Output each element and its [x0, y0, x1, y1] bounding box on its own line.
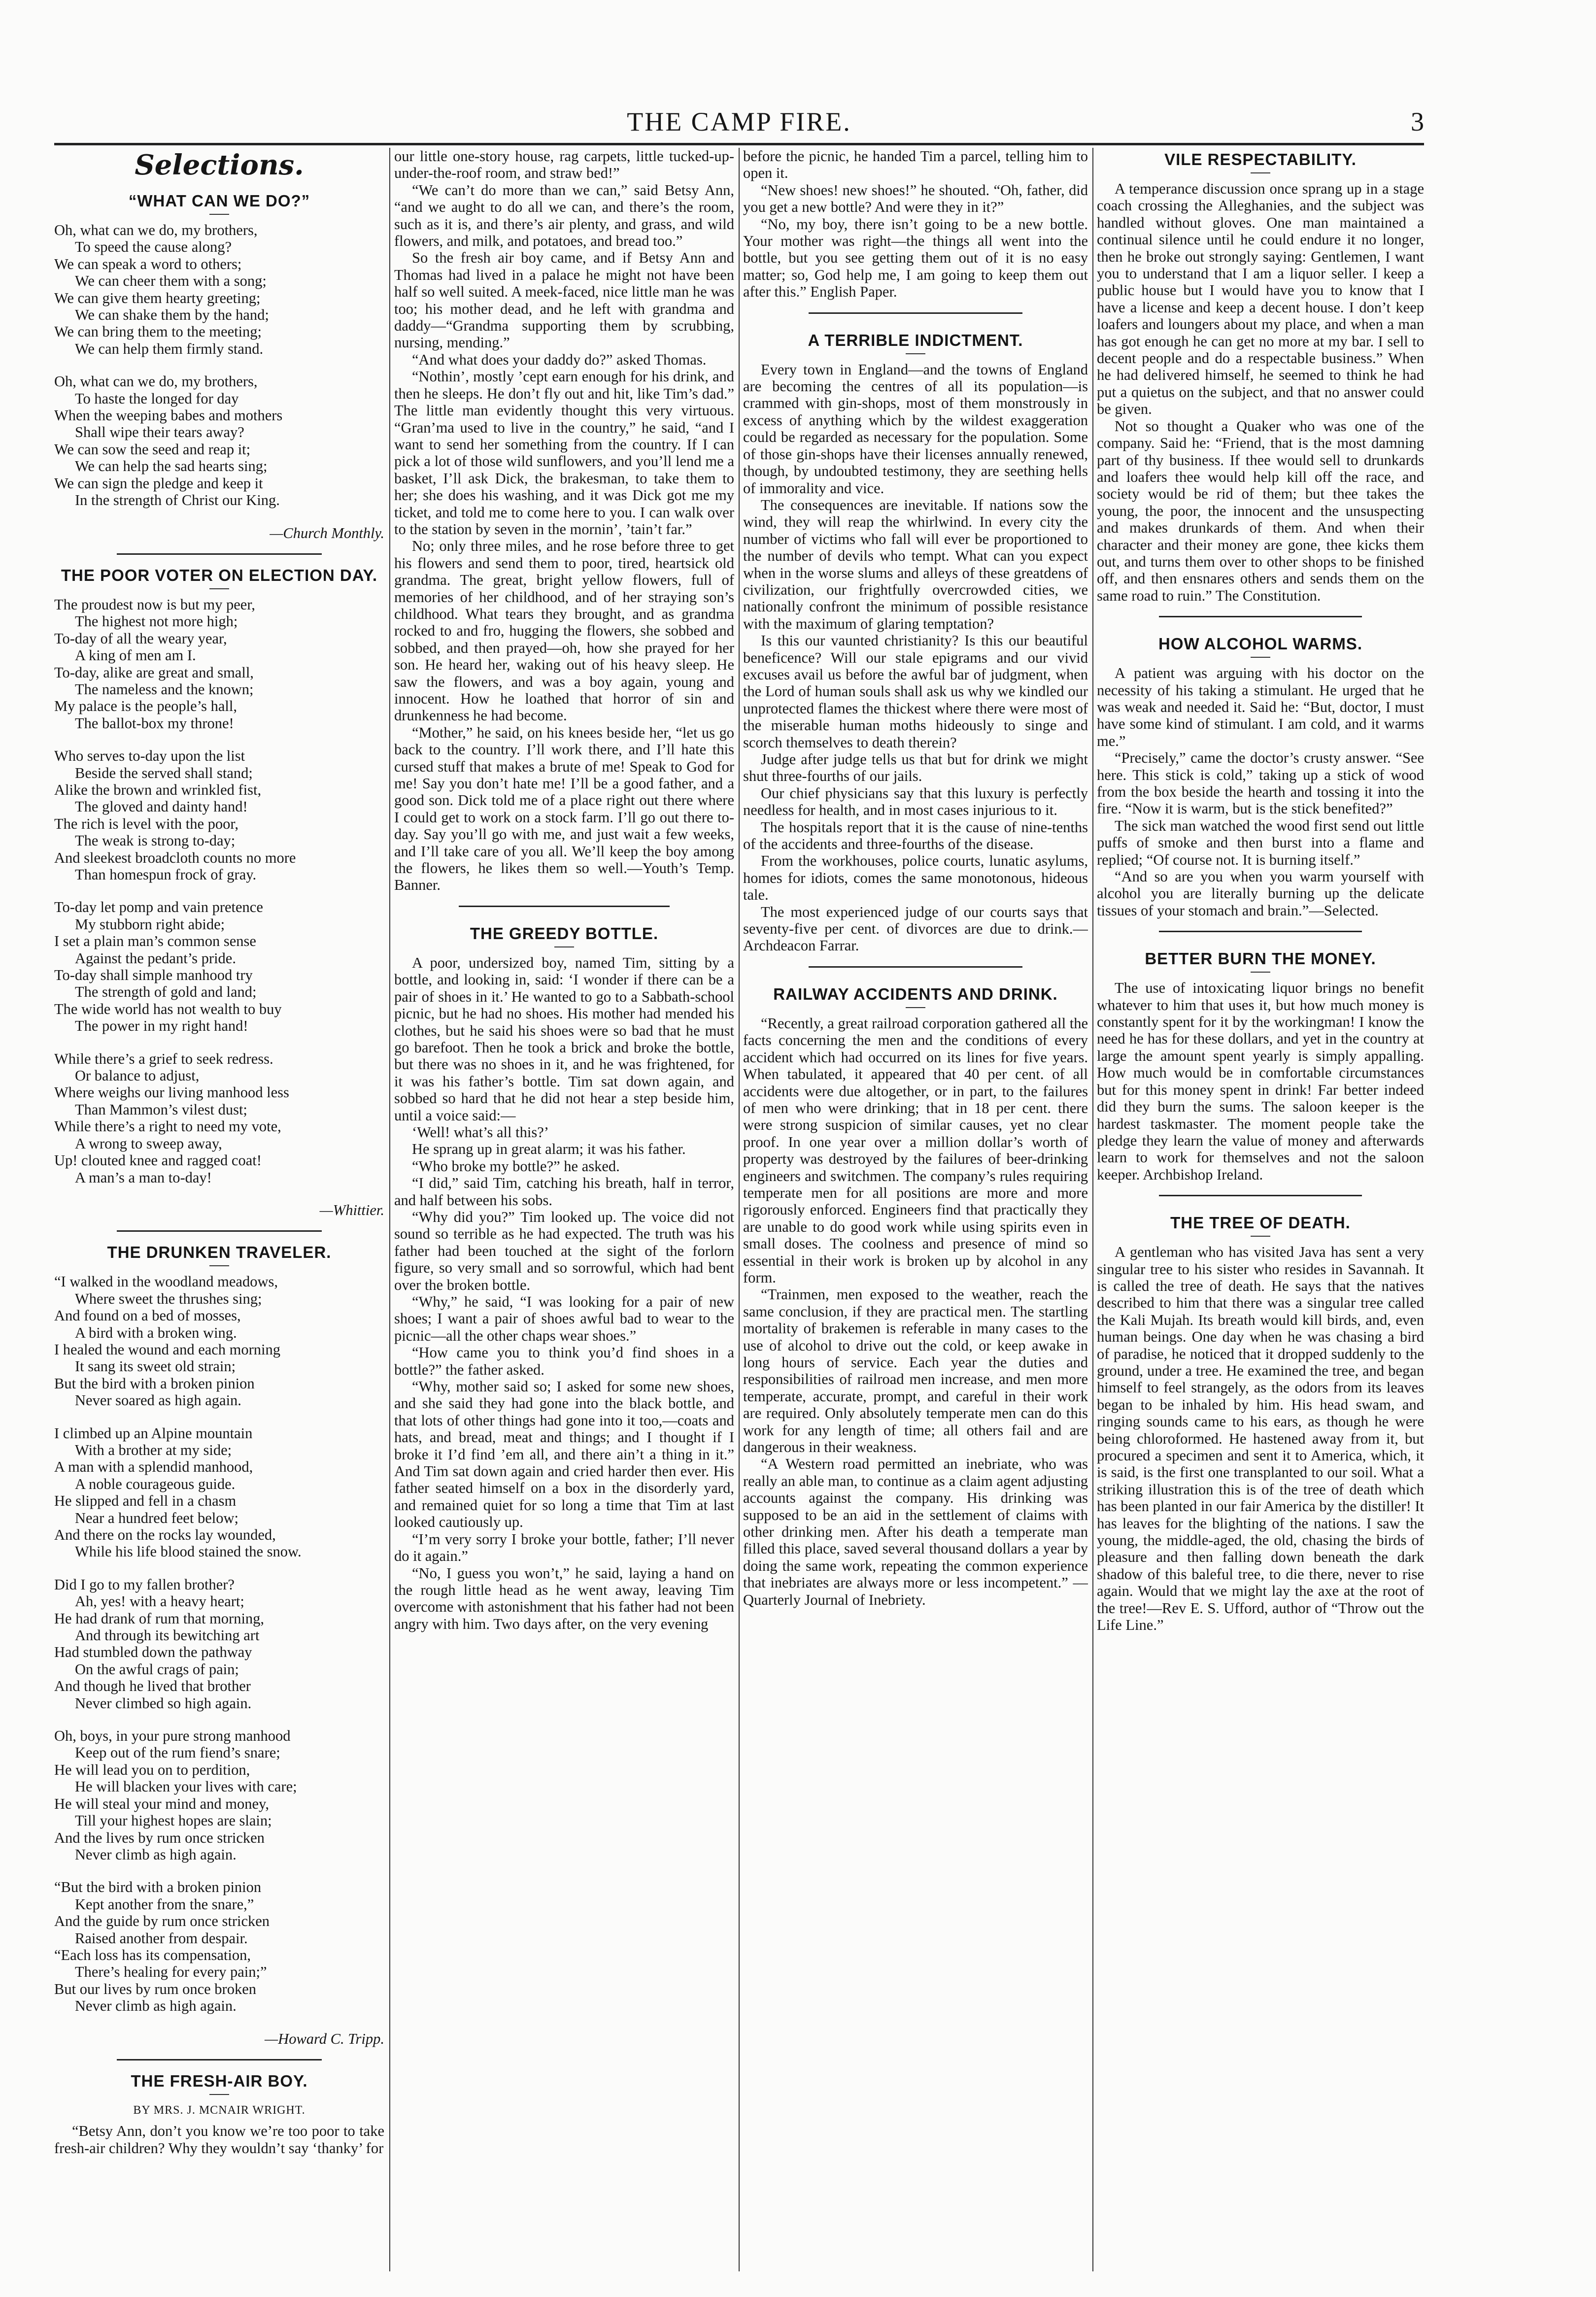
poem-line: We can cheer them with a song; [75, 272, 267, 290]
article-body [743, 148, 1088, 301]
poem-line: My palace is the people’s hall, [54, 698, 237, 715]
poem-line: And found on a bed of mosses, [54, 1307, 241, 1324]
poem-line: Never soared as high again. [75, 1392, 241, 1409]
poem-line: The nameless and the known; [75, 680, 254, 698]
poem-line: We can give them hearty greeting; [54, 289, 261, 306]
stanza [54, 1879, 384, 2014]
poem-line: The highest not more high; [75, 613, 238, 630]
divider [117, 2059, 321, 2061]
stanza [54, 1576, 384, 1712]
stanza [54, 1273, 384, 1409]
paragraph: before the picnic, he handed Tim a parcel, telling him to open it. [743, 148, 1088, 182]
column-4 [1097, 148, 1424, 2271]
poem-line: “I walked in the woodland meadows, [54, 1273, 278, 1290]
poem-line: And though he lived that brother [54, 1678, 251, 1695]
paragraph: “Precisely,” came the doctor’s crusty answer. “See here. This stick is cold,” taking up a stick of wood from the box beside the hearth and tossing it into the fire. “Now it is warm, but is the stick benefited?” [1097, 749, 1424, 817]
article-title: VILE RESPECTABILITY. [1164, 150, 1357, 169]
poem-body [54, 596, 384, 1186]
poem-line: The gloved and dainty hand! [75, 798, 248, 815]
poem-line: Near a hundred feet below; [75, 1509, 238, 1526]
poem-line: The weak is strong to-day; [75, 832, 236, 849]
poem-line: Keep out of the rum fiend’s snare; [75, 1744, 280, 1761]
article-title: A TERRIBLE INDICTMENT. [808, 331, 1023, 349]
poem-line: Than homespun frock of gray. [75, 866, 257, 883]
poem-line: A man’s a man to-day! [75, 1169, 212, 1186]
poem-line: While his life blood stained the snow. [75, 1543, 302, 1560]
poem-line: A wrong to sweep away, [75, 1135, 222, 1152]
poem-line: With a brother at my side; [75, 1441, 232, 1458]
paragraph: our little one-story house, rag carpets, little tucked-up-under-the-roof room, and straw bed!” [394, 148, 734, 182]
divider [459, 906, 670, 907]
paragraph: Every town in England—and the towns of England are becoming the centres of all its population—is crammed with gin-shops, most of them monstrously in excess of anything which by the wildest exaggeration could be regarded as necessary for the population. Some of those gin-shops have their licenses annually renewed, though, by undoubted testimony, they are seething hells of immorality and vice. [743, 361, 1088, 497]
poem-line: To-day of all the weary year, [54, 630, 227, 647]
poem-line: Did I go to my fallen brother? [54, 1576, 235, 1593]
poem-line: He had drank of rum that morning, [54, 1610, 265, 1627]
column-divider [389, 148, 390, 2271]
paragraph: Our chief physicians say that this luxury is perfectly needless for health, and in most cases injurious to it. [743, 784, 1088, 819]
poem-line: Kept another from the snare,” [75, 1895, 254, 1913]
poem-line: We can speak a word to others; [54, 255, 242, 272]
poem-line: In the strength of Christ our King. [75, 492, 280, 509]
paragraph: “We can’t do more than we can,” said Betsy Ann, “and we aught to do all we can, and there’s the room, such as it is, and there’s air plenty, and grass, and wild flowers, and milk, and potatoes, and bread too.” [394, 181, 734, 250]
paragraph: “Nothin’, mostly ’cept earn enough for his drink, and then he sleeps. He don’t fly out and hit, like Tim’s dad.” The little man evidently thought this very virtuous. “Gran’ma used to live in the country,” he said, “and I want to send her something from the country. If I can pick a lot of those wild sunflowers, and you’ll lend me a basket, I’ll ask Dick, the brakesman, to take them to her; she does his washing, and it was Dick got me my ticket, and told me to come here to you. I can walk over to the station by seven in the mornin’, ’tain’t far.” [394, 368, 734, 538]
article-title: BETTER BURN THE MONEY. [1145, 949, 1376, 968]
paragraph: The consequences are inevitable. If nations sow the wind, they will reap the whirlwind. In every city the number of victims who fall will ever be proportioned to the number of devils who tempt. What can you expect when in the worse slums and alleys of these greatdens of civilization, our frightfully overcrowded cities, we nationally confront the minimum of possible resistance with the maximum of glaring temptation? [743, 496, 1088, 632]
divider [1159, 931, 1362, 932]
poem-line: Never climb as high again. [75, 1846, 237, 1863]
poem-line: And the lives by rum once stricken [54, 1829, 265, 1846]
poem-line: A man with a splendid manhood, [54, 1458, 253, 1476]
poem-line: He will steal your mind and money, [54, 1795, 269, 1812]
poem-line: The proudest now is but my peer, [54, 596, 255, 613]
section-title: Selections. [135, 149, 304, 181]
poem-line: “Each loss has its compensation, [54, 1946, 251, 1963]
paragraph: A gentleman who has visited Java has sent a very singular tree to his sister who resides in Savannah. It is called the tree of death. He says that the natives described to him that there was a singular tree called the Kali Mujah. Its breath would kill birds, and, even human beings. One day when he was chasing a bird of paradise, he noticed that it dropped suddenly to the ground, under a tree. He examined the tree, and began himself to feel strangely, as the odors from its leaves began to be inhaled by him. His head swam, and ringing sounds came to his ears, as though he were being chloroformed. He hastened away from it, but procured a specimen and sent it to America, which, it is said, is the first one transplanted to our soil. What a striking illustration this is of the tree of death which has been planted in our fair America by the distiller! It has leaves for the blighting of the nations. I saw the young, the middle-aged, the old, chasing the birds of pleasure and then falling down beneath the dark shadow of this baleful tree, to die there, never to rise again. Would that we might lay the axe at the root of the tree!—Rev E. S. Ufford, author of “Throw out the Life Line.” [1097, 1244, 1424, 1634]
poem-line: Ah, yes! with a heavy heart; [75, 1593, 244, 1610]
poem-line: While there’s a grief to seek redress. [54, 1050, 273, 1067]
poem-line: He slipped and fell in a chasm [54, 1492, 237, 1510]
paragraph: He sprang up in great alarm; it was his father. [412, 1141, 686, 1158]
divider [906, 353, 925, 354]
article-body [1097, 665, 1424, 919]
poem-line: It sang its sweet old strain; [75, 1358, 236, 1375]
poem-title: “WHAT CAN WE DO?” [128, 192, 310, 210]
poem-line: I healed the wound and each morning [54, 1341, 281, 1358]
poem-line: My stubborn right abide; [75, 915, 225, 933]
paragraph: The most experienced judge of our courts says that seventy-five per cent. of divorces are due to drink.—Archdeacon Farrar. [743, 903, 1088, 954]
poem-line: Raised another from despair. [75, 1929, 248, 1947]
article-title: HOW ALCOHOL WARMS. [1158, 635, 1362, 653]
poem-line: We can sign the pledge and keep it [54, 474, 263, 492]
poem-line: The strength of gold and land; [75, 983, 257, 1001]
divider [209, 588, 229, 589]
poem-line: Never climb as high again. [75, 1997, 237, 2015]
divider [809, 966, 1022, 968]
article-body [1097, 980, 1424, 1183]
poem-line: Beside the served shall stand; [75, 764, 253, 781]
paragraph: “I did,” said Tim, catching his breath, half in terror, and half between his sobs. [394, 1175, 734, 1209]
poem-line: To-day shall simple manhood try [54, 967, 253, 984]
poem-line: To speed the cause along? [75, 238, 232, 256]
poem-line: Never climbed so high again. [75, 1694, 252, 1712]
newspaper-title: THE CAMP FIRE. [627, 107, 851, 136]
poem-line: A bird with a broken wing. [75, 1324, 237, 1341]
poem-line: On the awful crags of pain; [75, 1660, 239, 1678]
poem-line: He will lead you on to perdition, [54, 1761, 250, 1778]
paragraph: A patient was arguing with his doctor on the necessity of his taking a stimulant. He urged that he was weak and needed it. Said he: “But, doctor, I must have some kind of stimulant. I am cold, and it warms me.” [1097, 665, 1424, 749]
divider [1251, 1236, 1270, 1237]
poem-line: Than Mammon’s vilest dust; [75, 1101, 247, 1118]
paragraph: “Betsy Ann, don’t you know we’re too poor to take fresh-air children? Why they wouldn’t say ‘thanky’ for [54, 2123, 384, 2157]
poem-line: Oh, what can we do, my brothers, [54, 373, 258, 390]
column-2 [394, 148, 734, 2271]
poem-line: Up! clouted knee and ragged coat! [54, 1152, 262, 1169]
paragraph: Judge after judge tells us that but for drink we might shut three-fourths of our jails. [743, 751, 1088, 785]
divider [117, 1230, 321, 1232]
paragraph: “Why, mother said so; I asked for some new shoes, and she said they had gone into the black bottle, and that lots of other things had gone into it too,—coats and hats, and bread, meat and things; and I thought if I broke it I’d find ’em all, and there ain’t a thing in it.” And Tim sat down again and cried harder then ever. His father seated himself on a box in the disorderly yard, and remained quiet for so long a time that Tim at last looked cautiously up. [394, 1378, 734, 1531]
poem-line: The power in my right hand! [75, 1017, 248, 1035]
header-rule [54, 143, 1424, 145]
poem-line: When the weeping babes and mothers [54, 407, 283, 424]
divider [1159, 1195, 1362, 1196]
poem-line: And sleekest broadcloth counts no more [54, 849, 296, 866]
poem-line: While there’s a right to need my vote, [54, 1118, 281, 1135]
paragraph: “Recently, a great railroad corporation gathered all the facts concerning the men and the conditions of every accident which had occurred on its lines for five years. When tabulated, it appeared that 40 per cent. of all accidents were due altogether, or in part, to the failures of men who were drinking; that in 18 per cent. there were strong suspicion of similar causes, yet no clear proof. In one year over a million dollar’s worth of property was destroyed by the failures of beer-drinking engineers and switchmen. The company’s rules requiring temperate men for all positions are more and more rigorously enforced. Engineers find that practically they are unable to do good work while using spirits even in small doses. The coolness and presence of mind so essential in their work is broken up by alcohol in any form. [743, 1014, 1088, 1286]
divider [906, 1007, 925, 1008]
article-title: THE FRESH-AIR BOY. [131, 2071, 308, 2090]
poem-line: Oh, boys, in your pure strong manhood [54, 1727, 291, 1745]
poem-line: “But the bird with a broken pinion [54, 1879, 262, 1896]
poem-title: THE DRUNKEN TRAVELER. [107, 1243, 332, 1262]
article-body [1097, 180, 1424, 604]
poem-line: A noble courageous guide. [75, 1475, 236, 1492]
poem-line: Against the pedant’s pride. [75, 949, 236, 967]
paragraph: A poor, undersized boy, named Tim, sitting by a bottle, and looking in, said: ‘I wonder if there can be a pair of shoes in it.’ He wanted to go to a Sabbath-school picnic, but he had no shoes. His mother had mended his clothes, but he said his shoes were so bad that he must go barefoot. Then he took a brick and broke the bottle, but there was no shoes in it, and he was frightened, for it was his father’s bottle. Tim sat down again, and sobbed so hard that he did not hear a step beside him, until a voice said:— [394, 954, 734, 1124]
stanza [54, 373, 384, 508]
poem-line: To haste the longed for day [75, 390, 239, 407]
attribution: —Whittier. [319, 1201, 384, 1218]
poem-line: A king of men am I. [75, 647, 196, 664]
attribution: —Howard C. Tripp. [265, 2030, 384, 2047]
paragraph: The hospitals report that it is the cause of nine-tenths of the accidents and three-fourths of the disease. [743, 818, 1088, 853]
paragraph: “Who broke my bottle?” he asked. [412, 1157, 620, 1175]
poem-line: And the guide by rum once stricken [54, 1913, 270, 1930]
poem-line: The wide world has not wealth to buy [54, 1000, 282, 1017]
paragraph: No; only three miles, and he rose before three to get his flowers and send them to poor, tired, heartsick old grandma. The great, bright yellow flowers, full of memories of her childhood, and of her straying son’s childhood. What tears they brought, and as grandma rocked to and fro, hugging the flowers, she sobbed and sobbed, and then prayed—oh, how she prayed for her son. He heard her, waking out of his heavy sleep. He saw the flowers, and was a boy again, young and innocent. How he loathed that horror of sin and drunkenness he had become. [394, 538, 734, 724]
poem-line: We can shake them by the hand; [75, 306, 269, 324]
poem-line: Shall wipe their tears away? [75, 424, 244, 441]
article-body [394, 954, 734, 1632]
poem-line: We can help the sad hearts sing; [75, 458, 268, 475]
paragraph: From the workhouses, police courts, lunatic asylums, homes for idiots, comes the same monotonous, hideous tale. [743, 852, 1088, 904]
divider [209, 2094, 229, 2095]
stanza [54, 222, 384, 357]
poem-line: I set a plain man’s common sense [54, 933, 256, 950]
stanza [54, 1425, 384, 1560]
column-divider [1092, 148, 1093, 2271]
paragraph: “Why,” he said, “I was looking for a pair of new shoes; I want a pair of shoes awful bad to wear to the picnic—all the other chaps wear shoes.” [394, 1293, 734, 1344]
poem-line: We can help them firmly stand. [75, 340, 264, 357]
poem-line: We can sow the seed and reap it; [54, 440, 251, 458]
paragraph: “New shoes! new shoes!” he shouted. “Oh, father, did you get a new bottle? And were they in it?” [743, 181, 1088, 216]
poem-line: Till your highest hopes are slain; [75, 1812, 272, 1829]
divider [209, 214, 229, 215]
paragraph: “Mother,” he said, on his knees beside her, “let us go back to the country. I’ll work there, and I’ll hate this cursed stuff that makes a brute of me! Speak to God for me! Say you don’t hate me! I’ll be a good father, and a good son. Dick told me of a place right out there where I could get to work on a stock farm. I’ll go out there to-day. Say you’ll go with me, and just wait a few weeks, and I’ll take care of you all. We’ll keep the boy among the flowers, he likes them so well.—Youth’s Temp. Banner. [394, 724, 734, 894]
poem-line: Had stumbled down the pathway [54, 1644, 252, 1661]
paragraph: “A Western road permitted an inebriate, who was really an able man, to continue as a claim agent adjusting accounts against the company. His drinking was supposed to be an aid in the settlement of claims with other drinking men. After his death a temperate man filled this place, saved several thousand dollars a year by doing the same work, repeating the common experience that inebriates are always more or less incompetent.” —Quarterly Journal of Inebriety. [743, 1455, 1088, 1608]
page-number: 3 [1411, 107, 1424, 136]
divider [1251, 972, 1270, 973]
byline: BY MRS. J. MCNAIR WRIGHT. [133, 2103, 306, 2117]
paragraph: So the fresh air boy came, and if Betsy Ann and Thomas had lived in a palace he might not have been half so well suited. A meek-faced, nice little man he was too; his mother dead, and he left with grandma and daddy—“Grandma supporting them by scrubbing, nursing, mending.” [394, 249, 734, 351]
poem-body [54, 1273, 384, 2014]
poem-line: And through its bewitching art [75, 1627, 260, 1644]
article-body [54, 2123, 384, 2157]
poem-line: Oh, what can we do, my brothers, [54, 222, 258, 238]
divider [554, 946, 574, 947]
paragraph: The use of intoxicating liquor brings no benefit whatever to him that uses it, but how much money is constantly spent for it by the workingman! I know the need he has for these dollars, and yet in the country at large the amount spent yearly is simply appalling. How much would be in comfortable circumstances but for this money spent in drink! Far better indeed did they burn the sums. The saloon keeper is the hardest taskmaster. The moment people take the pledge they learn the value of money and afterwards learn to work for themselves and not the saloon keeper. Archbishop Ireland. [1097, 980, 1424, 1183]
poem-line: But the bird with a broken pinion [54, 1375, 255, 1392]
paragraph: The sick man watched the wood first send out little puffs of smoke and then burst into a flame and replied; “Of course not. It is burning itself.” [1097, 817, 1424, 868]
article-body [743, 361, 1088, 954]
poem-line: Alike the brown and wrinkled fist, [54, 781, 262, 798]
poem-line: Where weighs our living manhood less [54, 1084, 289, 1101]
article-title: RAILWAY ACCIDENTS AND DRINK. [773, 984, 1058, 1003]
paragraph: “I’m very sorry I broke your bottle, father; I’ll never do it again.” [394, 1530, 734, 1565]
paragraph: Not so thought a Quaker who was one of the company. Said he: “Friend, that is the most damning part of thy business. If thee would sell to drunkards and loafers thee would help kill off the race, and society would be rid of them; but thee takes the young, the poor, the innocent and the unsuspecting and makes drunkards of them. And when their character and their money are gone, thee kicks them out, and turns them over to other shops to be finished off, and then ensnares others and sends them on the same road to ruin.” The Constitution. [1097, 417, 1424, 604]
poem-line: Or balance to adjust, [75, 1067, 200, 1084]
poem-line: And there on the rocks lay wounded, [54, 1526, 276, 1543]
stanza [54, 1727, 384, 1863]
masthead [54, 103, 1424, 138]
divider [1251, 657, 1270, 658]
article-title: THE TREE OF DEATH. [1170, 1214, 1351, 1232]
paragraph: “Trainmen, men exposed to the weather, reach the same conclusion, if they are practical men. The startling mortality of brakemen is referable in many cases to the use of alcohol to drive out the cold, or keep awake in long hours of service. Each year the duties and responsibilities of railroad men increase, and men more temperate, accurate, prompt, and careful in their work are required. Only absolutely temperate men can do this work for any length of time; all others fail and are dangerous in their weakness. [743, 1286, 1088, 1456]
column-divider [739, 148, 740, 2271]
column-1 [54, 148, 384, 2271]
paragraph: ‘Well! what’s all this?’ [412, 1123, 549, 1141]
poem-line: The ballot-box my throne! [75, 714, 234, 732]
article-body [1097, 1244, 1424, 1633]
article-body [743, 1015, 1088, 1608]
divider [117, 553, 321, 555]
column-3 [743, 148, 1088, 2271]
divider [1159, 616, 1362, 617]
poem-line: To-day let pomp and vain pretence [54, 899, 263, 916]
divider [809, 312, 1022, 314]
paragraph: “And what does your daddy do?” asked Thomas. [412, 351, 707, 368]
poem-line: There’s healing for every pain;” [75, 1963, 267, 1981]
stanza [54, 596, 384, 732]
divider [209, 1265, 229, 1266]
stanza [54, 747, 384, 883]
article-body [394, 148, 734, 894]
stanza [54, 1050, 384, 1186]
paragraph: A temperance discussion once sprang up in a stage coach crossing the Alleghanies, and the subject was handled without gloves. One man maintained a continual silence until he could endure it no longer, then he broke out strongly saying: Gentlemen, I want you to understand that I am a liquor seller. I keep a public house but I would have you to know that I have a license and keep a decent house. I don’t keep loafers and loungers about my place, and when a man has got enough he can get no more at my bar. I sell to decent people and do a respectable business.” When he had delivered himself, he seemed to think he had put a quietus on the subject, and that no answer could be given. [1097, 180, 1424, 418]
poem-line: He will blacken your lives with care; [75, 1778, 297, 1795]
paragraph: Is this our vaunted christianity? Is this our beautiful beneficence? Will our stale epigrams and our vivid excuses avail us before the awful bar of judgment, when the Lord of human souls shall ask us why we kindled our unprotected flames the thickest where there were most of the miserable human moths hideously to singe and scorch themselves to death therein? [743, 632, 1088, 751]
paragraph: “And so are you when you warm yourself with alcohol you are literally burning up the delicate tissues of your stomach and brain.”—Selected. [1097, 868, 1424, 919]
poem-title: THE POOR VOTER ON ELECTION DAY. [61, 566, 378, 584]
poem-body [54, 222, 384, 509]
poem-line: The rich is level with the poor, [54, 815, 238, 832]
poem-line: To-day, alike are great and small, [54, 664, 254, 681]
poem-line: Where sweet the thrushes sing; [75, 1290, 262, 1307]
poem-line: We can bring them to the meeting; [54, 323, 262, 340]
poem-line: But our lives by rum once broken [54, 1980, 256, 1997]
poem-line: Who serves to-day upon the list [54, 747, 245, 765]
paragraph: “No, my boy, there isn’t going to be a new bottle. Your mother was right—the things all went into the bottle, but you see getting them out of it is no easy matter; so, God help me, I am going to keep them out after this.” English Paper. [743, 215, 1088, 301]
paragraph: “How came you to think you’d find shoes in a bottle?” the father asked. [394, 1344, 734, 1378]
poem-line: I climbed up an Alpine mountain [54, 1424, 253, 1442]
paragraph: “No, I guess you won’t,” he said, laying a hand on the rough little head as he went away, leaving Tim overcome with astonishment that his father had not been angry with him. Two days after, on the very evening [394, 1564, 734, 1632]
divider [1251, 172, 1270, 173]
article-title: THE GREEDY BOTTLE. [470, 924, 659, 943]
stanza [54, 899, 384, 1034]
attribution: —Church Monthly. [270, 524, 384, 541]
paragraph: “Why did you?” Tim looked up. The voice did not sound so terrible as he had expected. The truth was his father had been touched at the sight of the forlorn figure, so very small and so sorrowful, which had bent over the broken bottle. [394, 1208, 734, 1293]
